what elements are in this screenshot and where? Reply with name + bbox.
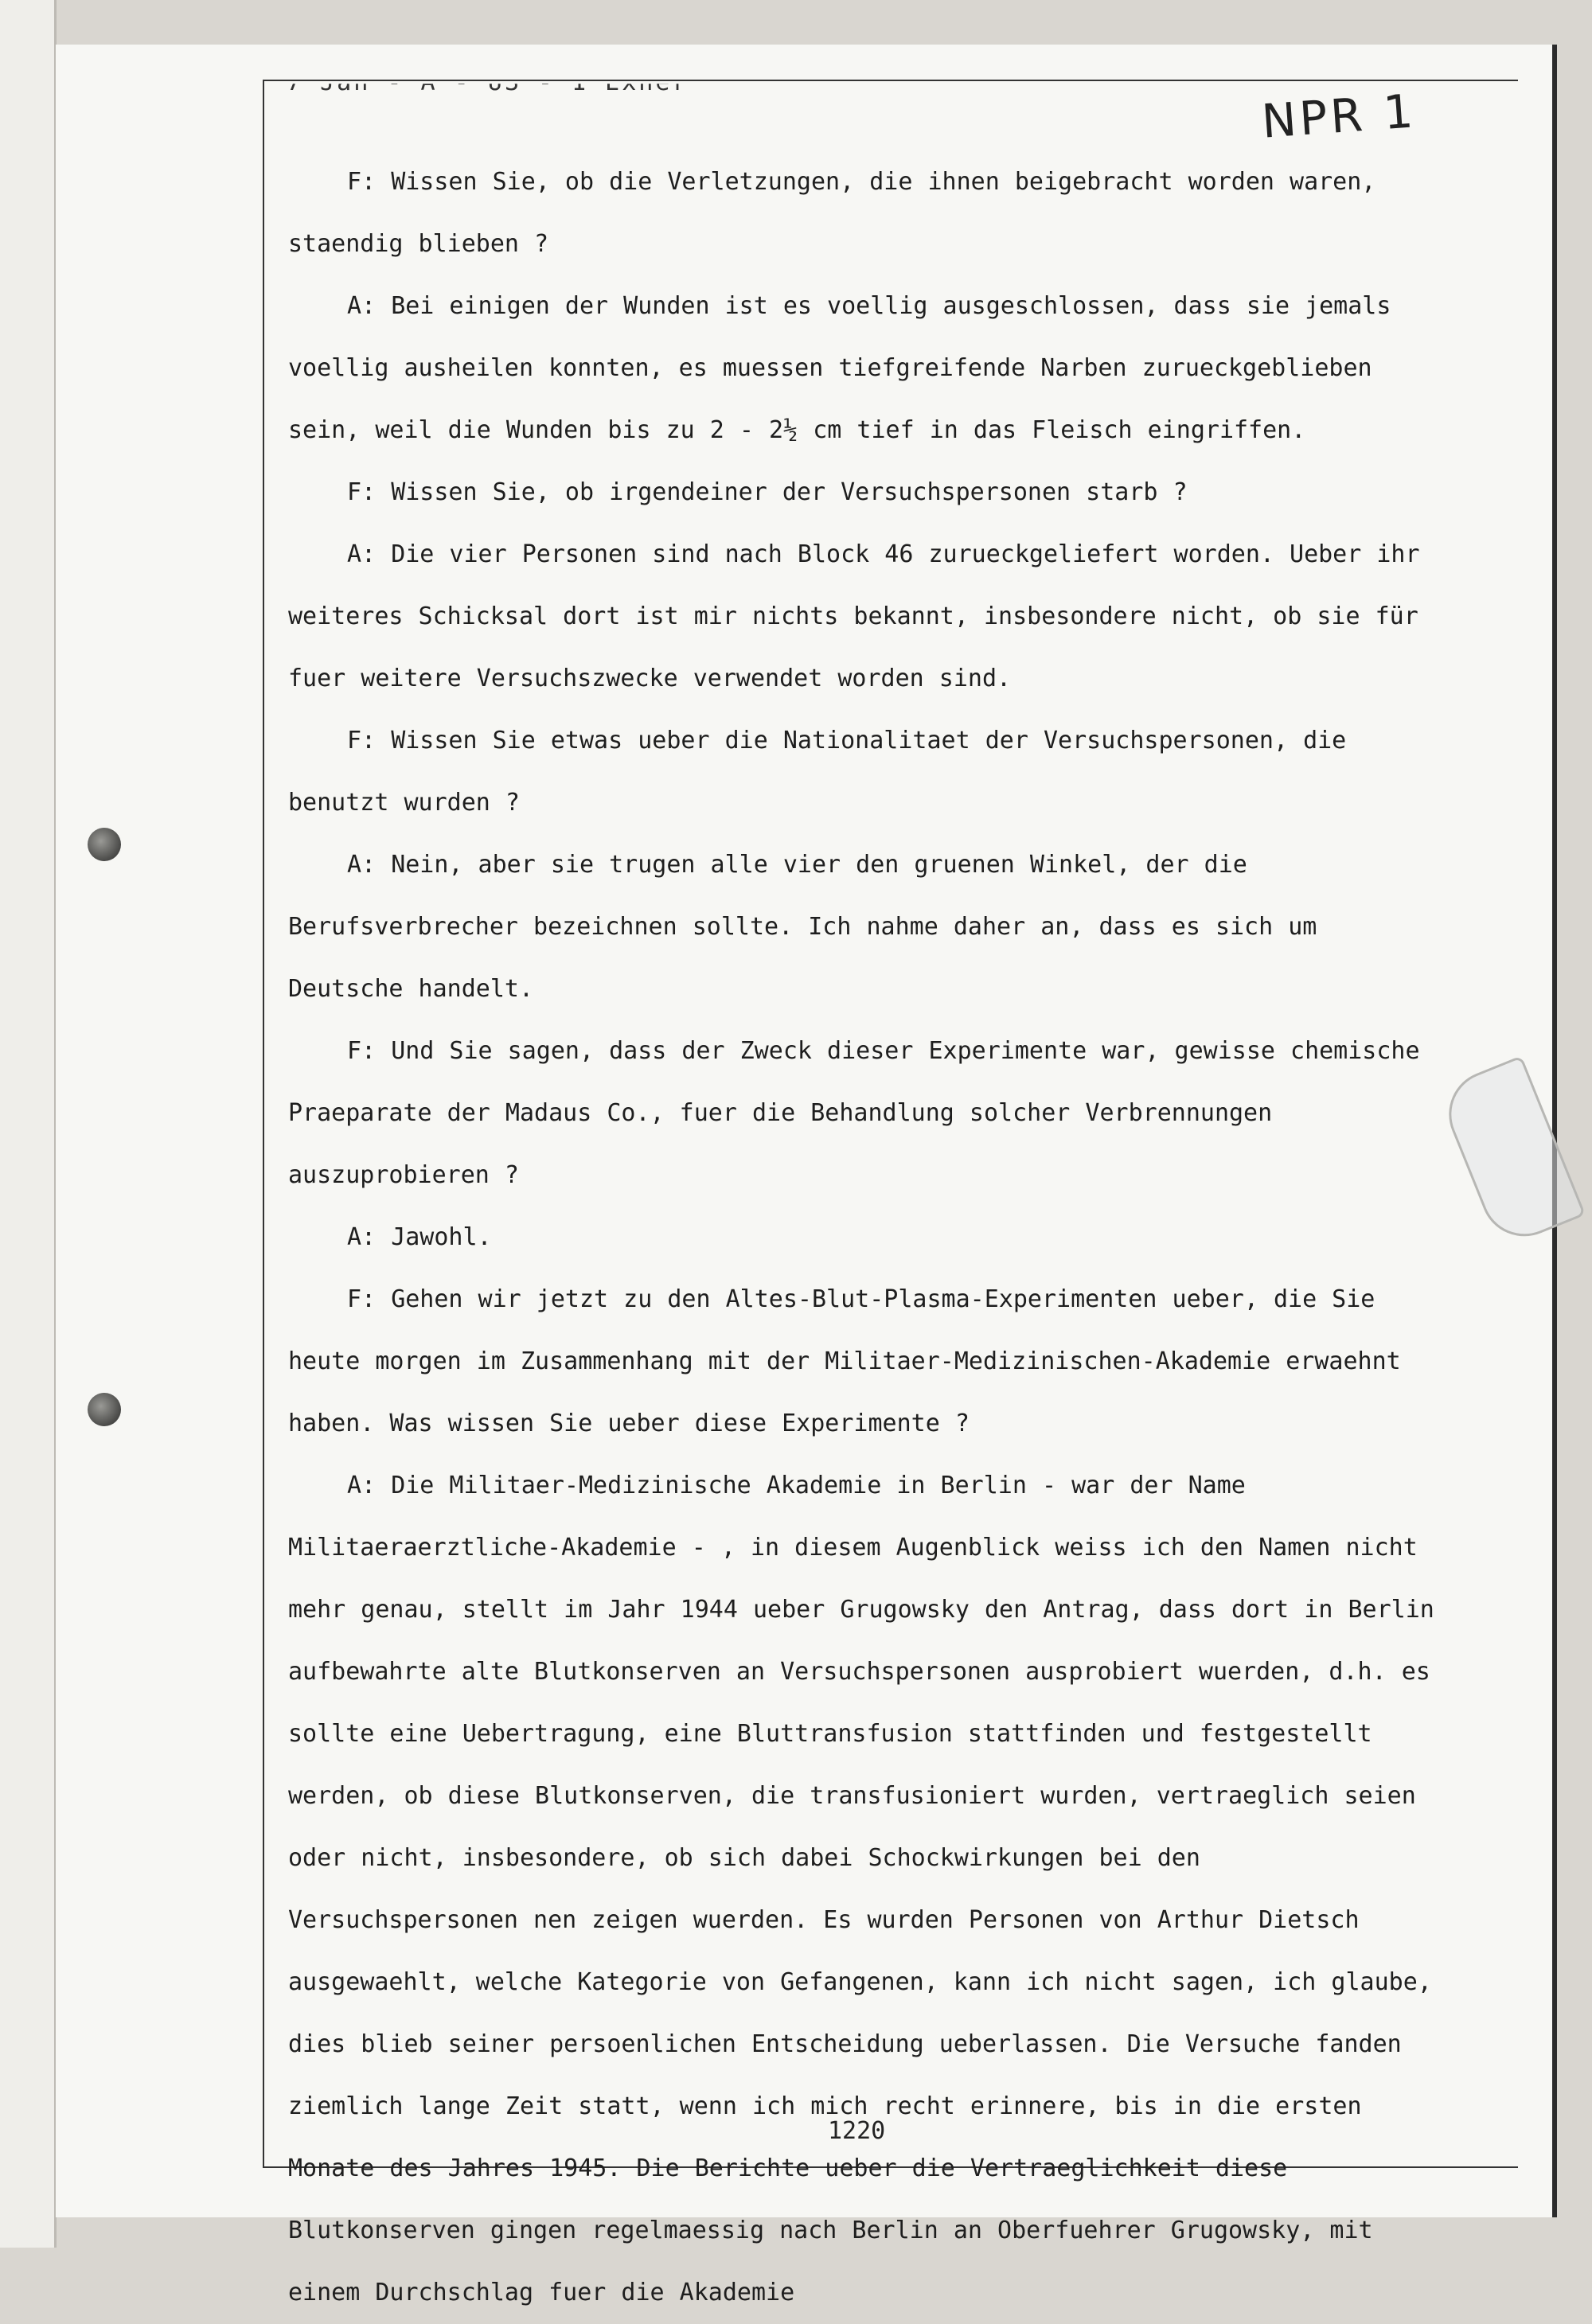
page-number: 1220 [828, 2117, 886, 2145]
paragraph [288, 1455, 1450, 2324]
speaker-label: F: [347, 727, 377, 755]
speaker-label: A: [347, 1223, 377, 1251]
paragraph-text: Gehen wir jetzt zu den Altes-Blut-Plasma-Experimenten ueber, die Sie heute morgen im Zusammenhang mit der Militaer-Medizinischen-Akademie erwaehnt haben. Was wissen Sie ueber diese Experimente ? [288, 1285, 1416, 1437]
previous-page-edge [0, 0, 57, 2248]
paragraph-text: Wissen Sie, ob die Verletzungen, die ihnen beigebracht worden waren, staendig blieben ? [288, 168, 1391, 258]
speaker-label: A: [347, 1472, 377, 1499]
paragraph-text: Bei einigen der Wunden ist es voellig ausgeschlossen, dass sie jemals voellig ausheilen konnten, es muessen tiefgreifende Narben zurueckgeblieben sein, weil die Wunden bis zu 2 - 2½ cm tief in das Fleisch eingriffen. [288, 292, 1407, 444]
paragraph [288, 275, 1434, 462]
speaker-label: A: [347, 292, 377, 320]
paragraph [288, 524, 1434, 710]
paragraph-text: Und Sie sagen, dass der Zweck dieser Experimente war, gewisse chemische Praeparate der Madaus Co., fuer die Behandlung solcher Verbrennungen auszuprobieren ? [288, 1037, 1435, 1189]
paragraph-text: Wissen Sie etwas ueber die Nationalitaet der Versuchspersonen, die benutzt wurden ? [288, 727, 1362, 817]
speaker-label: A: [347, 851, 377, 879]
speaker-label: F: [347, 478, 377, 506]
paragraph [288, 1207, 1434, 1269]
paragraph [288, 710, 1434, 834]
paragraph-text: Die Militaer-Medizinische Akademie in Berlin - war der Name Militaeraerztliche-Akademie - , in diesem Augenblick weiss ich den Namen nicht mehr genau, stellt im Jahr 1944 ueber Grugowsky den Antrag, dass dort in Berlin aufbewahrte alte Blutkonserven an Versuchspersonen ausprobiert wuerden, d.h. es sollte eine Uebertragung, eine Bluttransfusion stattfinden und festgestellt werden, ob diese Blutkonserven, die transfusioniert wurden, vertraeglich seien oder nicht, insbesondere, ob sich dabei Schockwirkungen bei den Versuchspersonen nen zeigen wuerden. Es wurden Personen von Arthur Dietsch ausgewaehlt, welche Kategorie von Gefangenen, kann ich nicht sagen, ich glaube, dies blieb seiner persoenlichen Entscheidung ueberlassen. Die Versuche fanden ziemlich lange Zeit statt, wenn ich mich recht erinnere, bis in die ersten Monate des Jahres 1945. Die Berichte ueber die Vertraeglichkeit diese Blutkonserven gingen regelmaessig nach Berlin an Oberfuehrer Grugowsky, mit einem Durchschlag fuer die Akademie [288, 1472, 1450, 2306]
paragraph-text: Jawohl. [391, 1223, 492, 1251]
paragraph-text: Wissen Sie, ob irgendeiner der Versuchspersonen starb ? [391, 478, 1188, 506]
paragraph-text: Die vier Personen sind nach Block 46 zurueckgeliefert worden. Ueber ihr weiteres Schicksal dort ist mir nichts bekannt, insbesondere nicht, ob sie für fuer weitere Versuchszwecke verwendet worden sind. [288, 540, 1435, 692]
paragraph [288, 834, 1434, 1020]
speaker-label: F: [347, 1037, 377, 1065]
punch-hole-icon [88, 828, 121, 861]
paragraph-text: Nein, aber sie trugen alle vier den gruenen Winkel, der die Berufsverbrecher bezeichnen sollte. Ich nahme daher an, dass es sich um Deutsche handelt. [288, 851, 1333, 1003]
speaker-label: F: [347, 168, 377, 196]
punch-hole-icon [88, 1393, 121, 1426]
speaker-label: F: [347, 1285, 377, 1313]
paragraph [288, 1269, 1434, 1455]
speaker-label: A: [347, 540, 377, 568]
handwritten-stamp: NPR 1 [1259, 84, 1418, 149]
paragraph [288, 151, 1434, 275]
transcript-body [288, 151, 1450, 2324]
paragraph [288, 1020, 1434, 1207]
paragraph [288, 462, 1434, 524]
